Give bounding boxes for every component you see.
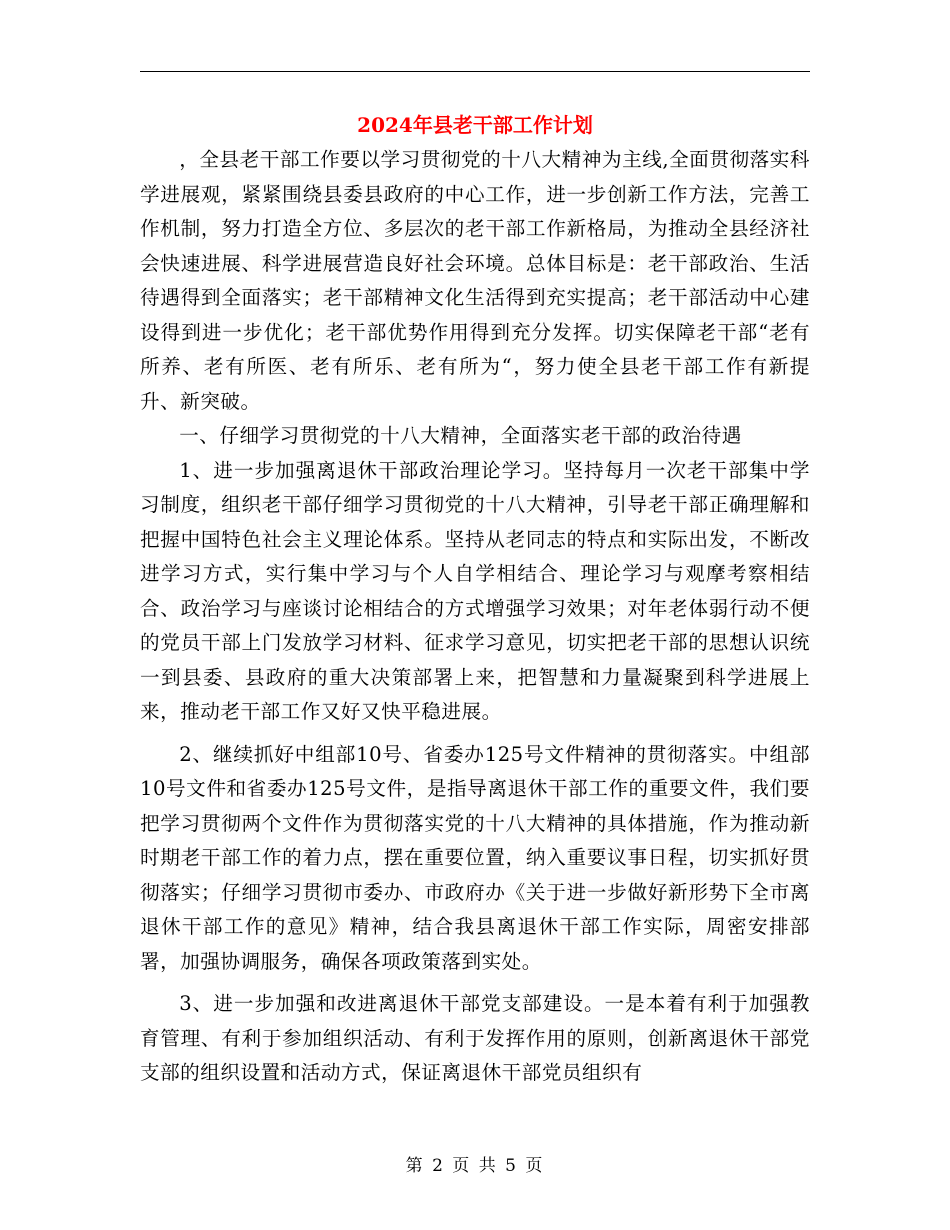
page-footer: 第 2 页 共 5 页 — [405, 1156, 545, 1176]
paragraph-item-3: 3、进一步加强和改进离退休干部党支部建设。一是本着有利于加强教育管理、有利于参加组织活动、有利于发挥作用的原则，创新离退休干部党支部的组织设置和活动方式，保证离退休干部党员组织有 — [140, 992, 810, 1084]
paragraph-item-1: 1、进一步加强离退休干部政治理论学习。坚持每月一次老干部集中学习制度，组织老干部仔细学习贯彻党的十八大精神，引导老干部正确理解和把握中国特色社会主义理论体系。坚持从老同志的特点和实际出发，不断改进学习方式，实行集中学习与个人自学相结合、理论学习与观摩考察相结合、政治学习与座谈讨论相结合的方式增强学习效果；对年老体弱行动不便的党员干部上门发放学习材料、征求学习意见，切实把老干部的思想认识统一到县委、县政府的重大决策部署上来，把智慧和力量凝聚到科学进展上来，推动老干部工作又好又快平稳进展。 — [140, 458, 810, 723]
paragraph-intro: ，全县老干部工作要以学习贯彻党的十八大精神为主线,全面贯彻落实科学进展观，紧紧围绕县委县政府的中心工作，进一步创新工作方法，完善工作机制，努力打造全方位、多层次的老干部工作新格局，为推动全县经济社会快速进展、科学进展营造良好社会环境。总体目标是：老干部政治、生活待遇得到全面落实；老干部精神文化生活得到充实提高；老干部活动中心建设得到进一步优化；老干部优势作用得到充分发挥。切实保障老干部“老有所养、老有所医、老有所乐、老有所为“，努力使全县老干部工作有新提升、新突破。 — [140, 148, 810, 413]
header-rule — [140, 71, 810, 72]
document-body — [140, 143, 810, 1091]
section-heading-1: 一、仔细学习贯彻党的十八大精神，全面落实老干部的政治待遇 — [179, 424, 742, 447]
document-title: 2024年县老干部工作计划 — [357, 113, 593, 137]
paragraph-item-2: 2、继续抓好中组部10号、省委办125号文件精神的贯彻落实。中组部10号文件和省委办125号文件，是指导离退休干部工作的重要文件，我们要把学习贯彻两个文件作为贯彻落实党的十八大精神的具体措施，作为推动新时期老干部工作的着力点，摆在重要位置，纳入重要议事日程，切实抓好贯彻落实；仔细学习贯彻市委办、市政府办《关于进一步做好新形势下全市离退休干部工作的意见》精神，结合我县离退休干部工作实际，周密安排部署，加强协调服务，确保各项政策落到实处。 — [140, 742, 810, 973]
